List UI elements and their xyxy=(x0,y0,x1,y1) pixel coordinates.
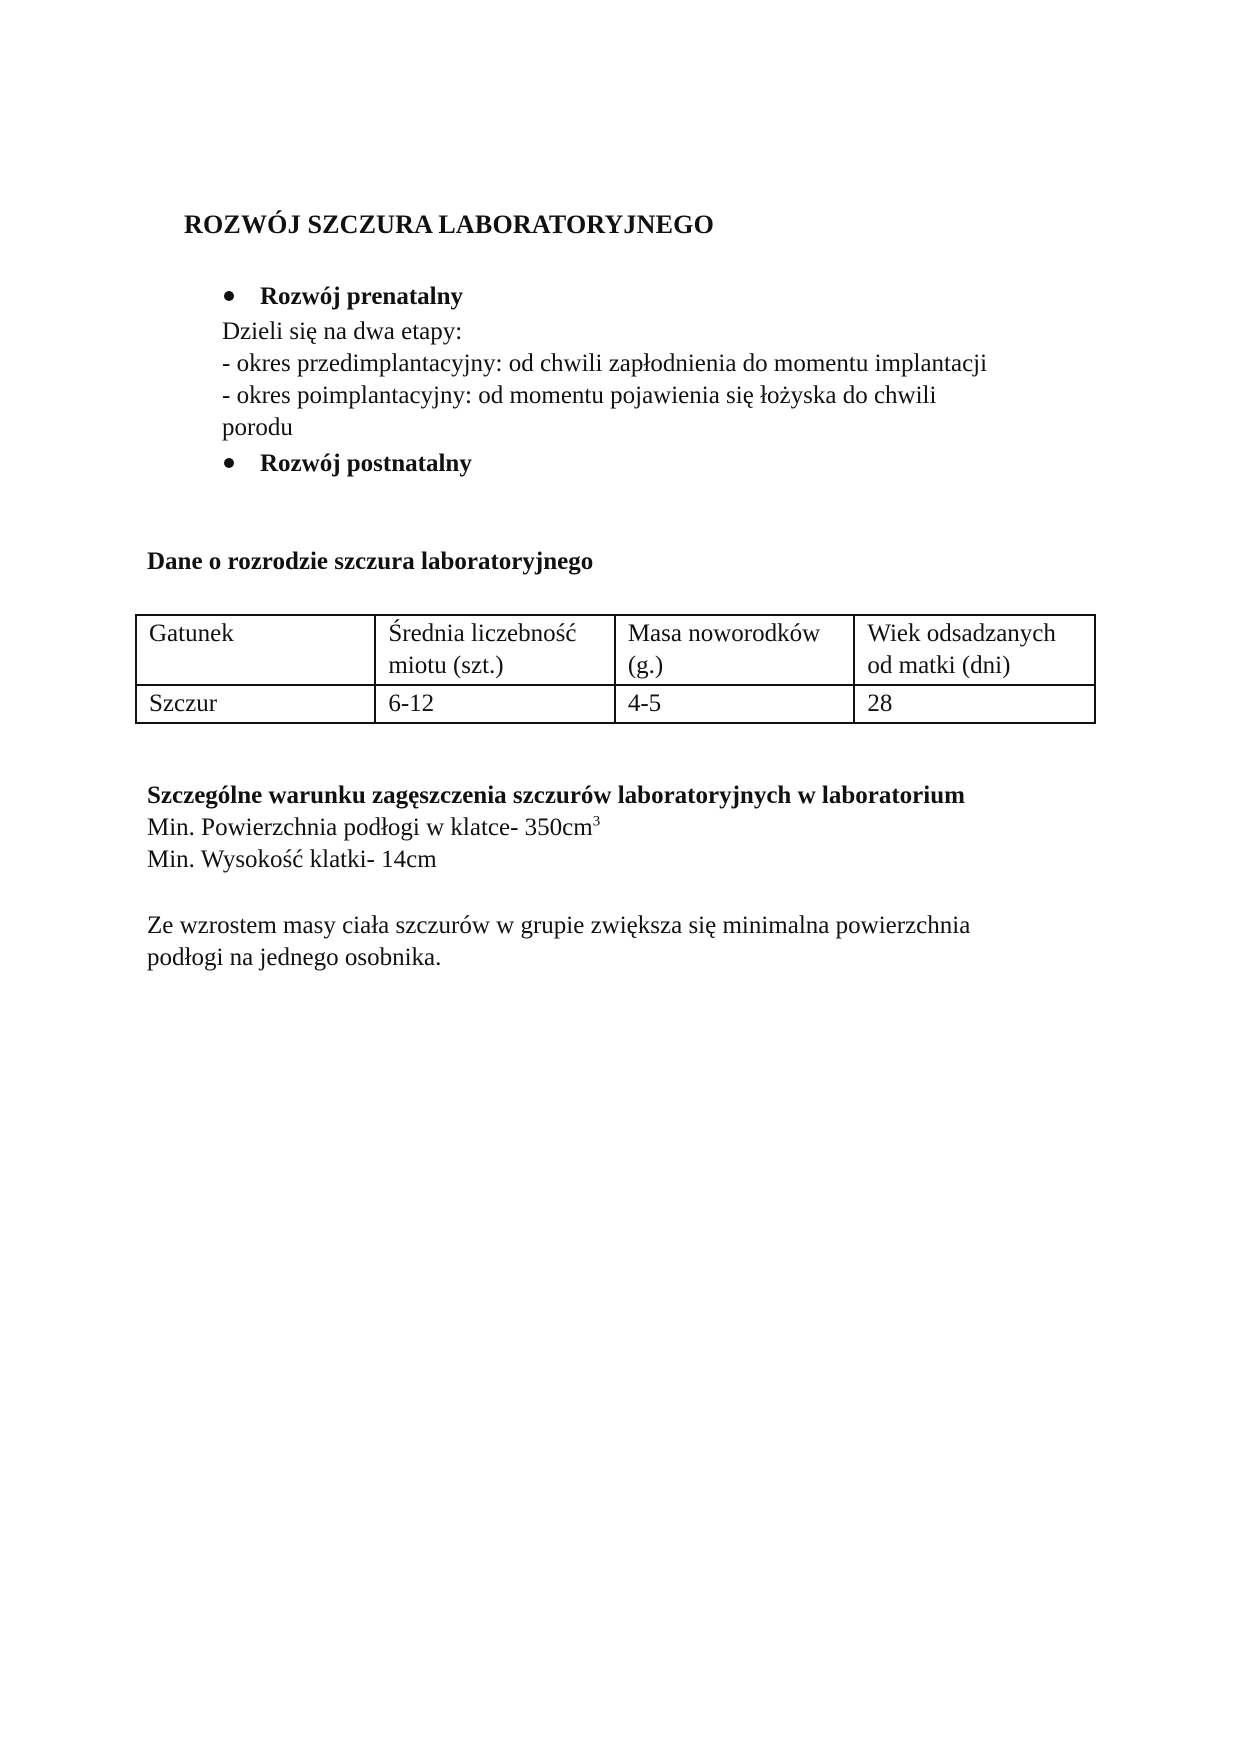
conditions-heading: Szczególne warunku zagęszczenia szczurów laboratoryjnych w laboratorium xyxy=(147,782,965,809)
cell-newborn-mass: 4-5 xyxy=(615,685,855,723)
conditions-floor-area: Min. Powierzchnia podłogi w klatce- $350cm^3$ xyxy=(147,813,601,841)
table-row xyxy=(136,685,1095,723)
bullet-postnatal-label: Rozwój postnatalny xyxy=(260,450,472,477)
conditions-cage-height: Min. Wysokość klatki- 14cm xyxy=(147,846,437,873)
bullet-prenatal-label: Rozwój prenatalny xyxy=(260,283,464,310)
header-cell-litter-size: Średnia liczebność miotu (szt.) xyxy=(375,615,614,685)
cell-species: Szczur xyxy=(136,685,375,723)
table-header-row xyxy=(136,615,1095,685)
prenatal-intro: Dzieli się na dwa etapy: xyxy=(222,318,463,345)
bullet-dot-icon xyxy=(224,291,234,301)
bullet-postnatal xyxy=(222,450,472,478)
prenatal-stage-1: - okres przedimplantacyjny: od chwili zapłodnienia do momentu implantacji xyxy=(222,350,988,377)
table-heading: Dane o rozrodzie szczura laboratoryjnego xyxy=(147,548,594,575)
header-cell-newborn-mass: Masa noworodków (g.) xyxy=(615,615,855,685)
header-cell-weaning-age: Wiek odsadzanych od matki (dni) xyxy=(854,615,1095,685)
cell-litter-size: 6-12 xyxy=(375,685,614,723)
closing-line-2: podłogi na jednego osobnika. xyxy=(147,944,442,971)
document-title: ROZWÓJ SZCZURA LABORATORYJNEGO xyxy=(184,210,714,239)
prenatal-stage-2: - okres poimplantacyjny: od momentu pojawienia się łożyska do chwili xyxy=(222,382,937,409)
prenatal-stage-2-cont: porodu xyxy=(222,414,293,441)
bullet-prenatal xyxy=(222,283,463,311)
bullet-dot-icon xyxy=(224,458,234,468)
reproduction-table xyxy=(135,614,1096,724)
cell-weaning-age: 28 xyxy=(854,685,1095,723)
closing-line-1: Ze wzrostem masy ciała szczurów w grupie zwiększa się minimalna powierzchnia xyxy=(147,912,971,939)
header-cell-species: Gatunek xyxy=(136,615,375,685)
